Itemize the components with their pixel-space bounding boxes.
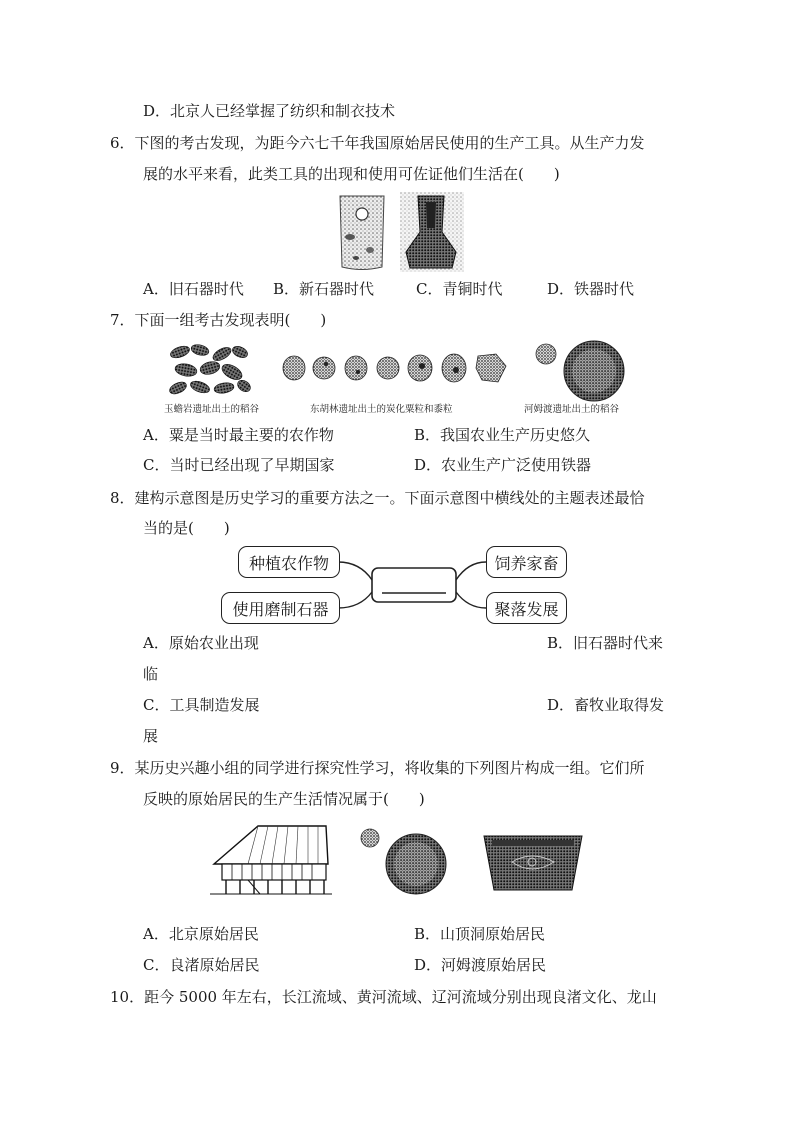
q6-option-b: B．新石器时代 xyxy=(273,280,375,298)
q8-option-c: C．工具制造发展 xyxy=(143,696,260,714)
diagram-box-tools: 使用磨制石器 xyxy=(221,592,340,624)
stilt-house-image xyxy=(208,822,334,896)
pottery-image xyxy=(482,832,584,894)
q9-option-a: A．北京原始居民 xyxy=(143,925,259,943)
diagram-box-crops: 种植农作物 xyxy=(238,546,340,578)
diagram-box-settlement: 聚落发展 xyxy=(486,592,567,624)
q9-stem-line1: 9．某历史兴趣小组的同学进行探究性学习，将收集的下列图片构成一组。它们所 xyxy=(110,759,645,777)
q7-caption-2: 东胡林遗址出土的炭化粟粒和黍粒 xyxy=(310,404,453,415)
q7-option-c: C．当时已经出现了早期国家 xyxy=(143,456,335,474)
bone-spade-image xyxy=(400,192,464,272)
rice-grains-image-2 xyxy=(532,340,642,402)
q8-stem-line2: 当的是( ) xyxy=(143,519,230,537)
q8-option-a: A．原始农业出现 xyxy=(143,634,259,652)
q8-option-b: B．旧石器时代来 xyxy=(547,634,664,652)
q9-option-c: C．良渚原始居民 xyxy=(143,956,260,974)
diagram-box-livestock: 饲养家畜 xyxy=(486,546,567,578)
q6-stem-line2: 展的水平来看，此类工具的出现和使用可佐证他们生活在( ) xyxy=(143,165,560,183)
q7-caption-1: 玉蟾岩遗址出土的稻谷 xyxy=(164,404,260,415)
q8-option-b-wrap: 临 xyxy=(143,665,159,683)
q7-option-a: A．粟是当时最主要的农作物 xyxy=(143,426,334,444)
rice-grains-image-3 xyxy=(358,826,452,896)
q7-caption-3: 河姆渡遗址出土的稻谷 xyxy=(524,404,620,415)
q6-option-a: A．旧石器时代 xyxy=(143,280,244,298)
q8-option-d-wrap: 展 xyxy=(143,727,159,745)
stone-tool-image xyxy=(332,192,392,272)
q9-option-b: B．山顶洞原始居民 xyxy=(414,925,546,943)
q7-option-b: B．我国农业生产历史悠久 xyxy=(414,426,591,444)
q5-option-d: D．北京人已经掌握了纺织和制衣技术 xyxy=(143,102,396,120)
q8-stem-line1: 8．建构示意图是历史学习的重要方法之一。下面示意图中横线处的主题表述最恰 xyxy=(110,489,645,507)
q7-stem: 7．下面一组考古发现表明( ) xyxy=(110,311,327,329)
q8-option-d: D．畜牧业取得发 xyxy=(547,696,665,714)
q10-stem-line1: 10．距今 5000 年左右，长江流域、黄河流域、辽河流域分别出现良渚文化、龙山 xyxy=(110,988,657,1006)
rice-grains-image-1 xyxy=(166,340,252,398)
q6-option-c: C．青铜时代 xyxy=(416,280,503,298)
q7-option-d: D．农业生产广泛使用铁器 xyxy=(414,456,592,474)
q9-stem-line2: 反映的原始居民的生产生活情况属于( ) xyxy=(143,790,425,808)
q6-stem-line1: 6．下图的考古发现，为距今六七千年我国原始居民使用的生产工具。从生产力发 xyxy=(110,134,645,152)
q6-option-d: D．铁器时代 xyxy=(547,280,635,298)
millet-grains-image xyxy=(280,348,516,388)
q9-option-d: D．河姆渡原始居民 xyxy=(414,956,547,974)
